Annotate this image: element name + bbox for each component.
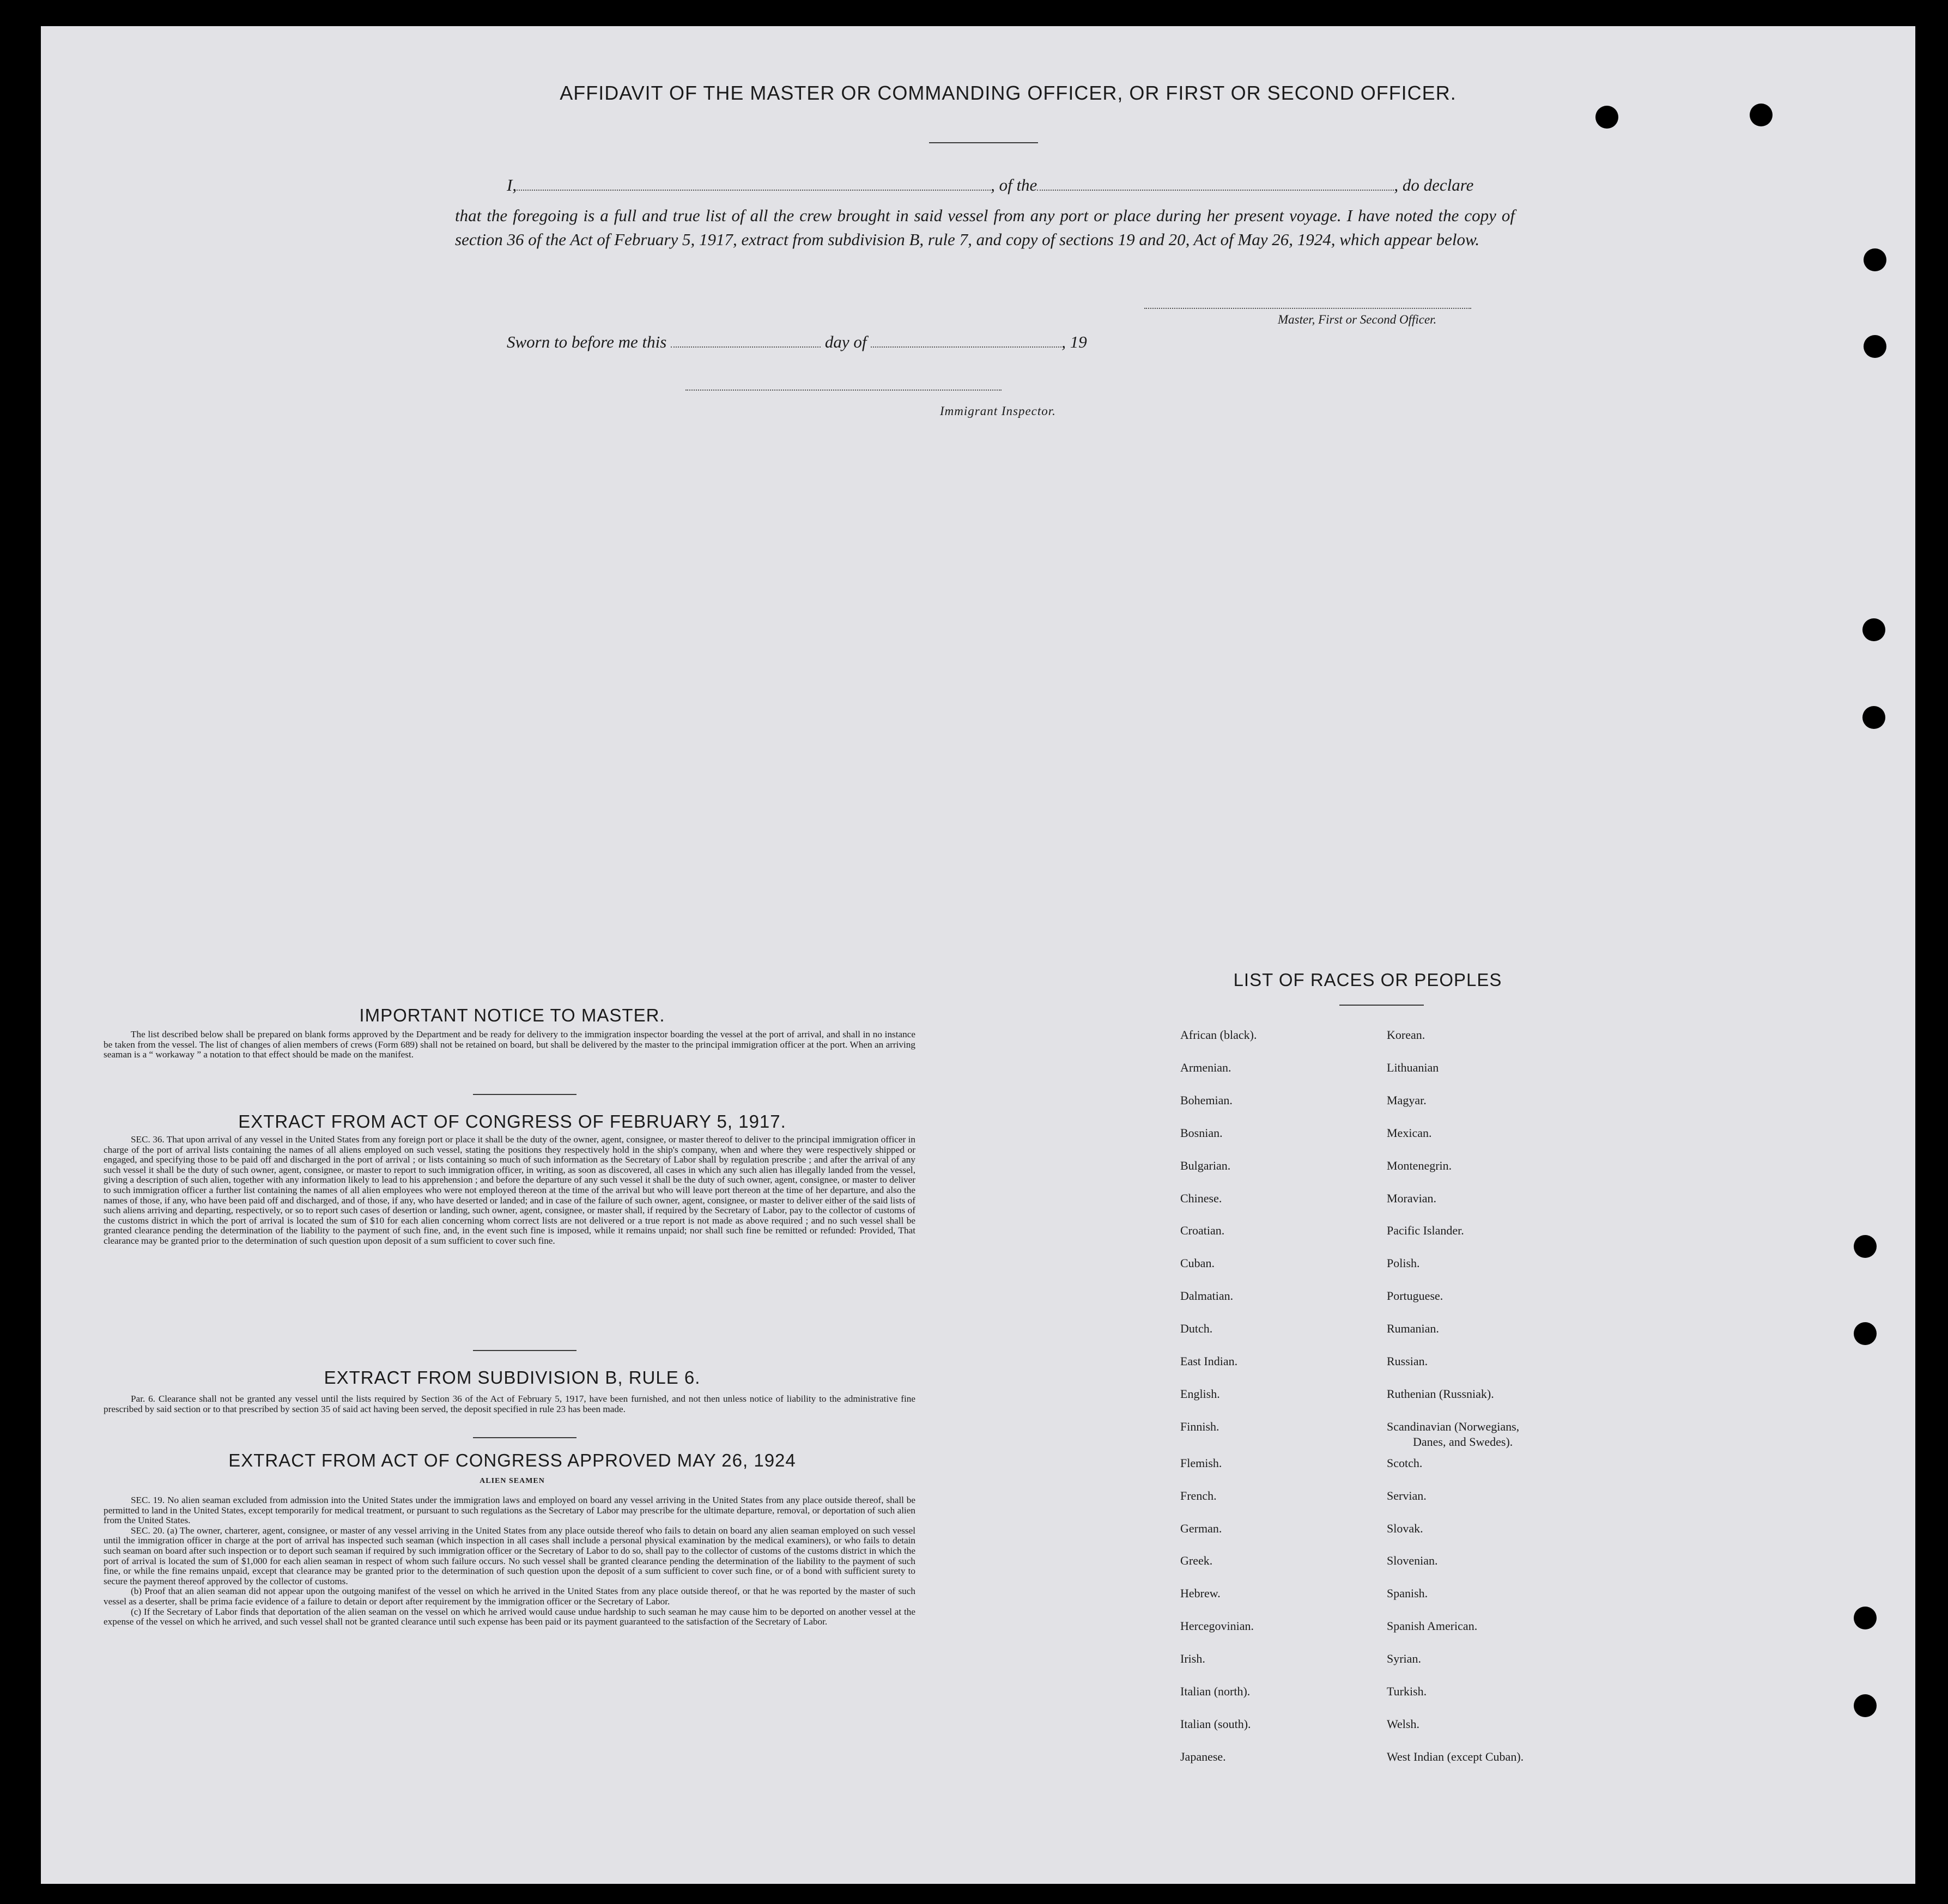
race-item: Croatian.: [1180, 1224, 1225, 1237]
race-item: Spanish.: [1387, 1586, 1428, 1600]
race-item: African (black).: [1180, 1028, 1257, 1042]
race-item: Dalmatian.: [1180, 1289, 1234, 1303]
section-rule: [473, 1350, 576, 1351]
race-item: German.: [1180, 1522, 1222, 1535]
race-item: Turkish.: [1387, 1684, 1427, 1698]
month-blank: [871, 346, 1061, 348]
race-item: Ruthenian (Russniak).: [1387, 1387, 1494, 1401]
race-item: Moravian.: [1387, 1191, 1437, 1205]
sworn-label: Sworn to before me this: [507, 332, 667, 351]
extract-rule6-title: EXTRACT FROM SUBDIVISION B, RULE 6.: [324, 1367, 701, 1388]
extract-rule6-text: Par. 6. Clearance shall not be granted any vessel until the lists required by Section 36 of the Act of February 5, 1917, have been furnished, and not then unless notice of liability to the administrative fine prescribed by said section or to that prescribed by section 35 of said act having been served, the deposit specified in rule 23 has been made.: [104, 1394, 915, 1414]
race-item: Slovak.: [1387, 1522, 1423, 1535]
race-item: English.: [1180, 1387, 1220, 1401]
race-item: Bulgarian.: [1180, 1159, 1231, 1172]
affidavit-body: that the foregoing is a full and true list of all the crew brought in said vessel from any port or place during her present voyage. I have noted the copy of section 36 of the Act of February 5, 1917, extract from subdivision B, rule 7, and copy of sections 19 and 20, Act of May 26, 1924, which appear below.: [455, 206, 1515, 249]
extract-1924-title: EXTRACT FROM ACT OF CONGRESS APPROVED MAY 26, 1924: [228, 1450, 796, 1470]
sworn-line: [507, 332, 1087, 352]
punch-hole: [1862, 618, 1885, 641]
declare-label: , do declare: [1394, 175, 1474, 194]
race-item: Polish.: [1387, 1256, 1420, 1270]
race-item: Mexican.: [1387, 1126, 1432, 1140]
race-item: Italian (south).: [1180, 1717, 1251, 1731]
race-item: Cuban.: [1180, 1256, 1215, 1270]
sec20a-text: SEC. 20. (a) The owner, charterer, agent, consignee, or master of any vessel arriving in the United States from any place outside thereof who fails to detain on board any alien seaman employed on such vessel until the immigration officer in charge at the port of arrival has inspected such seaman (which inspection in all cases shall include a personal physical examination by the medical examiners), or who fails to detain such seaman on board after such inspection or to deport such seaman if required by such immigration officer or the Secretary of Labor to do so, shall pay to the collector of customs of the customs district in which the port of arrival is located the sum of $1,000 for each alien seaman in respect of whom such failure occurs. No such vessel shall be granted clearance pending the determination of the liability to the payment of such fine, or while the fine remains unpaid, except that clearance may be granted prior to the determination of such question upon the deposit of a sum sufficient to cover such fine, or of a bond with sufficient surety to secure the payment thereof approved by the collector of customs.: [104, 1525, 915, 1586]
punch-hole: [1854, 1607, 1877, 1629]
race-item: Rumanian.: [1387, 1322, 1439, 1335]
punch-hole: [1854, 1322, 1877, 1345]
race-item: Hercegovinian.: [1180, 1619, 1254, 1633]
race-item: Spanish American.: [1387, 1619, 1478, 1633]
day-blank: [671, 346, 821, 348]
race-item: Scandinavian (Norwegians,: [1387, 1420, 1520, 1433]
extract-1917-text: SEC. 36. That upon arrival of any vessel in the United States from any foreign port or place it shall be the duty of the owner, agent, consignee, or master thereof to deliver to the principal immigration officer in charge of the port of arrival lists containing the names of all aliens employed on such vessel, stating the positions they respectively hold in the ship's company, when and where they were respectively shipped or engaged, and specifying those to be paid off and discharged in the port of arrival ; or lists containing so much of such information as the Secretary of Labor shall by regulation prescribe ; and after the arrival of any such vessel it shall be the duty of such owner, agent, consignee, or master to report to such immigration officer, in writing, as soon as discovered, all cases in which any such alien has illegally landed from the vessel, giving a description of such alien, together with any information likely to lead to his apprehension ; and before the departure of any such vessel it shall be the duty of such owner, agent, consignee, or master to deliver to such immigration officer a further list containing the names of all alien employees who were not employed thereon at the time of the arrival but who will leave port thereon at the time of her departure, and also the names of those, if any, who have been paid off and discharged, and of those, if any, who have deserted or landed; and in case of the failure of such owner, agent, consignee, or master to deliver either of the said lists of such aliens arriving and departing, respectively, or so to report such cases of desertion or landing, such owner, agent, consignee, or master shall, if required by the Secretary of Labor, pay to the collector of customs of the customs district in which the port of arrival is located the sum of $10 for each alien concerning whom correct lists are not delivered or a true report is not made as above required ; and no such vessel shall be granted clearance pending the determination of the liability to the payment of such fine, and, in the event such fine is imposed, while it remains unpaid; nor shall such fine be remitted or refunded: Provided, That clearance may be granted prior to the determination of such question upon deposit of a sum sufficient to cover such fine.: [104, 1134, 915, 1246]
race-item: Montenegrin.: [1387, 1159, 1452, 1172]
race-item: Lithuanian: [1387, 1061, 1439, 1074]
sec20b-text: (b) Proof that an alien seaman did not appear upon the outgoing manifest of the vessel on which he arrived in the United States from any place outside thereof, or that he was reported by the master of such vessel as a deserter, shall be prima facie evidence of a failure to detain or deport after requirement by the immigration officer or the Secretary of Labor.: [104, 1586, 915, 1607]
punch-hole: [1864, 335, 1886, 358]
race-item: Pacific Islander.: [1387, 1224, 1464, 1237]
declarant-line: [507, 175, 1515, 195]
sec19-text: SEC. 19. No alien seaman excluded from admission into the United States under the immigration laws and employed on board any vessel arriving in the United States from any place outside thereof, shall be permitted to land in the United States, except temporarily for medical treatment, or pursuant to such regulations as the Secretary of Labor may prescribe for the ultimate departure, removal, or deportation of such alien from the United States.: [104, 1495, 915, 1526]
section-rule: [473, 1094, 576, 1095]
race-item: French.: [1180, 1489, 1217, 1502]
notice-title: IMPORTANT NOTICE TO MASTER.: [359, 1005, 665, 1025]
race-item: East Indian.: [1180, 1354, 1238, 1368]
inspector-signature-line: [685, 390, 1002, 391]
punch-hole: [1864, 248, 1886, 271]
declarant-i: I,: [507, 175, 517, 194]
vessel-blank: [1037, 189, 1394, 191]
race-item: Italian (north).: [1180, 1684, 1251, 1698]
punch-hole: [1862, 706, 1885, 729]
race-item: Korean.: [1387, 1028, 1425, 1042]
race-item: Slovenian.: [1387, 1554, 1438, 1567]
sec20c-text: (c) If the Secretary of Labor finds that deportation of the alien seaman on the vessel on which he arrived would cause undue hardship to such seaman he may cause him to be deported on another vessel at the expense of the vessel on which he arrived, and such vessel shall not be granted clearance until such expense has been paid or its payment guaranteed to the satisfaction of the Secretary of Labor.: [104, 1606, 915, 1627]
race-item: Hebrew.: [1180, 1586, 1221, 1600]
notice-text: The list described below shall be prepared on blank forms approved by the Department and be ready for delivery to the immigration inspector boarding the vessel at the port of arrival, and shall in no instance be taken from the vessel. The list of changes of alien members of crews (Form 689) shall not be retained on board, but shall be delivered by the master to the principal immigration officer at the port. When an arriving seaman is a “ workaway ” a notation to that effect should be made on the manifest.: [104, 1029, 915, 1060]
races-title: LIST OF RACES OR PEOPLES: [1233, 970, 1502, 990]
punch-hole: [1595, 106, 1618, 129]
punch-hole: [1854, 1235, 1877, 1258]
races-rule: [1339, 1005, 1424, 1006]
race-item: Syrian.: [1387, 1652, 1421, 1665]
inspector-label: Immigrant Inspector.: [940, 404, 1056, 418]
race-item: Japanese.: [1180, 1750, 1226, 1763]
alien-seamen-subtitle: ALIEN SEAMEN: [480, 1477, 545, 1485]
race-item: Portuguese.: [1387, 1289, 1443, 1303]
race-item: Irish.: [1180, 1652, 1205, 1665]
extract-1917-title: EXTRACT FROM ACT OF CONGRESS OF FEBRUARY 5, 1917.: [238, 1111, 786, 1132]
race-item: Bosnian.: [1180, 1126, 1223, 1140]
race-item-continuation: Danes, and Swedes).: [1413, 1435, 1513, 1449]
race-item: Dutch.: [1180, 1322, 1213, 1335]
punch-hole: [1750, 104, 1773, 126]
of-the-label: , of the: [991, 175, 1037, 194]
day-of-label: day of: [824, 332, 867, 351]
signature-line: [1144, 308, 1471, 309]
section-rule: [473, 1437, 576, 1438]
race-item: Armenian.: [1180, 1061, 1231, 1074]
race-item: Servian.: [1387, 1489, 1427, 1502]
race-item: West Indian (except Cuban).: [1387, 1750, 1524, 1763]
name-blank: [517, 189, 991, 191]
punch-hole: [1854, 1694, 1877, 1717]
race-item: Welsh.: [1387, 1717, 1419, 1731]
race-item: Chinese.: [1180, 1191, 1222, 1205]
title-rule: [929, 142, 1038, 143]
extract-1924-body: [104, 1495, 915, 1627]
signature-label: Master, First or Second Officer.: [1278, 313, 1437, 326]
race-item: Scotch.: [1387, 1456, 1423, 1470]
race-item: Greek.: [1180, 1554, 1213, 1567]
race-item: Finnish.: [1180, 1420, 1219, 1433]
race-item: Russian.: [1387, 1354, 1428, 1368]
affidavit-title: AFFIDAVIT OF THE MASTER OR COMMANDING OFFICER, OR FIRST OR SECOND OFFICER.: [560, 82, 1457, 104]
race-item: Magyar.: [1387, 1093, 1427, 1107]
year-label: , 19: [1061, 332, 1087, 351]
race-item: Bohemian.: [1180, 1093, 1233, 1107]
race-item: Flemish.: [1180, 1456, 1222, 1470]
